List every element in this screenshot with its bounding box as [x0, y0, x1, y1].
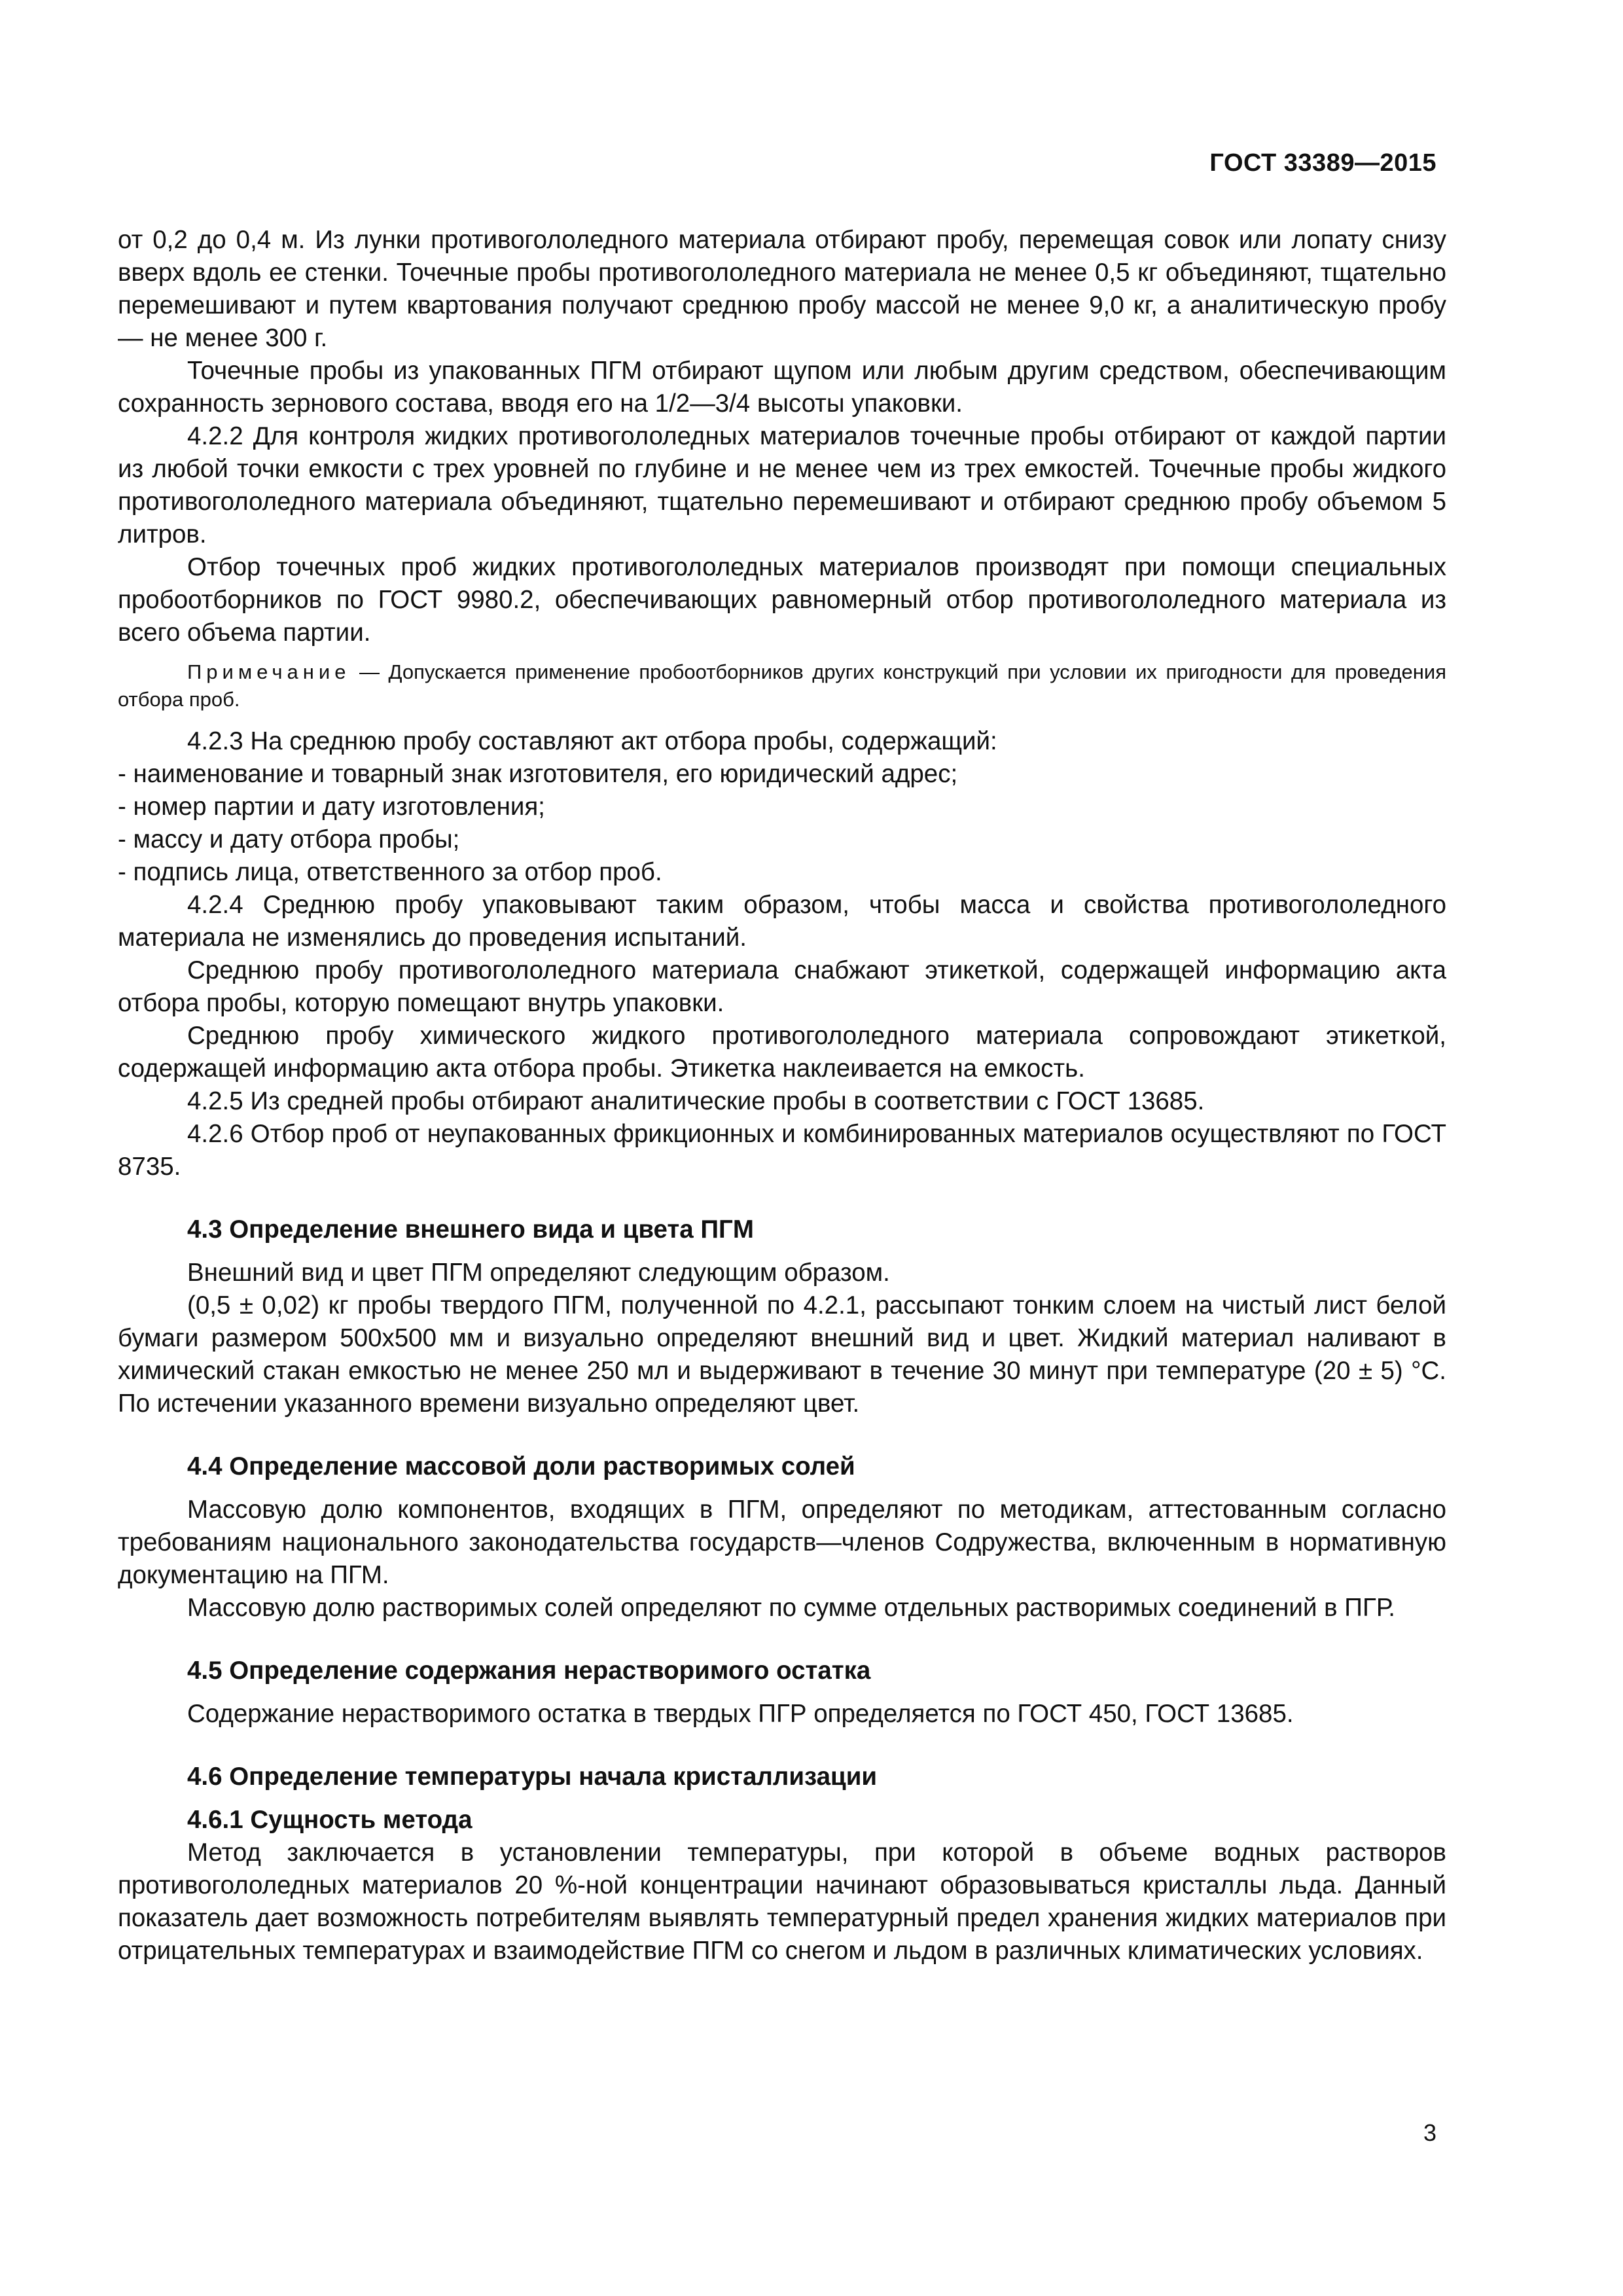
section-heading: 4.6 Определение температуры начала кристаллизации	[187, 1763, 878, 1791]
subsection-heading: 4.6.1 Сущность метода	[187, 1806, 473, 1834]
note	[118, 658, 1446, 713]
paragraph: Массовую долю растворимых солей определяют по сумме отдельных растворимых соединений в ПГР.	[187, 1594, 1395, 1622]
paragraph: 4.2.4 Среднюю пробу упаковывают таким образом, чтобы масса и свойства противогололедного материала не изменялись до проведения испытаний.	[118, 891, 1446, 952]
note-text: — Допускается применение пробоотборников других конструкций при условии их пригодности для проведения отбора проб.	[118, 660, 1446, 711]
paragraph: 4.2.2 Для контроля жидких противогололедных материалов точечные пробы отбирают от каждой партии из любой точки емкости с трех уровней по глубине и не менее чем из трех емкостей. Точечные пробы жидкого противогололедного материала объединяют, тщательно перемешивают и отбирают среднюю пробу объемом 5 литров.	[118, 422, 1446, 548]
paragraph: Метод заключается в установлении температуры, при которой в объеме водных растворов противогололедных материалов 20 %-ной концентрации начинают образовываться кристаллы льда. Данный показатель дает возможность потребителям выявлять температурный предел хранения жидких материалов при отрицательных температурах и взаимодействие ПГМ со снегом и льдом в различных климатических условиях.	[118, 1839, 1446, 1965]
paragraph: Среднюю пробу противогололедного материала снабжают этикеткой, содержащей информацию акта отбора пробы, которую помещают внутрь упаковки.	[118, 956, 1446, 1017]
paragraph: Массовую долю компонентов, входящих в ПГМ, определяют по методикам, аттестованным согласно требованиям национального законодательства государств—членов Содружества, включенным в нормативную документацию на ПГМ.	[118, 1496, 1446, 1589]
list-item: - номер партии и дату изготовления;	[118, 793, 545, 821]
paragraph: Отбор точечных проб жидких противогололедных материалов производят при помощи специальных пробоотборников по ГОСТ 9980.2, обеспечивающих равномерный отбор противогололедного материала из всего объема партии.	[118, 553, 1446, 647]
list-item: - подпись лица, ответственного за отбор проб.	[118, 858, 662, 886]
page-number: 3	[1423, 2119, 1436, 2146]
section-heading: 4.5 Определение содержания нерастворимого остатка	[187, 1657, 871, 1685]
paragraph: Точечные пробы из упакованных ПГМ отбирают щупом или любым другим средством, обеспечивающим сохранность зернового состава, вводя его на 1/2—3/4 высоты упаковки.	[118, 357, 1446, 418]
document-body	[118, 224, 1446, 1967]
list-item: - наименование и товарный знак изготовителя, его юридический адрес;	[118, 760, 958, 788]
paragraph: Внешний вид и цвет ПГМ определяют следующим образом.	[187, 1259, 890, 1287]
paragraph: Содержание нерастворимого остатка в твердых ПГР определяется по ГОСТ 450, ГОСТ 13685.	[187, 1700, 1294, 1728]
paragraph: 4.2.6 Отбор проб от неупакованных фрикционных и комбинированных материалов осуществляют по ГОСТ 8735.	[118, 1120, 1446, 1181]
paragraph: от 0,2 до 0,4 м. Из лунки противогололедного материала отбирают пробу, перемещая совок или лопату снизу вверх вдоль ее стенки. Точечные пробы противогололедного материала не менее 0,5 кг объединяют, тщательно перемешивают и путем квартования получают среднюю пробу массой не менее 9,0 кг, а аналитическую пробу — не менее 300 г.	[118, 226, 1446, 352]
paragraph: 4.2.3 На среднюю пробу составляют акт отбора пробы, содержащий:	[187, 727, 997, 755]
section-heading: 4.3 Определение внешнего вида и цвета ПГМ	[187, 1215, 754, 1244]
list-item: - массу и дату отбора пробы;	[118, 825, 460, 853]
paragraph: Среднюю пробу химического жидкого противогололедного материала сопровождают этикеткой, содержащей информацию акта отбора пробы. Этикетка наклеивается на емкость.	[118, 1022, 1446, 1083]
document-header: ГОСТ 33389—2015	[1209, 149, 1436, 177]
paragraph: (0,5 ± 0,02) кг пробы твердого ПГМ, полученной по 4.2.1, рассыпают тонким слоем на чистый лист белой бумаги размером 500x500 мм и визуально определяют внешний вид и цвет. Жидкий материал наливают в химический стакан емкостью не менее 250 мл и выдерживают в течение 30 минут при температуре (20 ± 5) °С. По истечении указанного времени визуально определяют цвет.	[118, 1291, 1446, 1418]
paragraph: 4.2.5 Из средней пробы отбирают аналитические пробы в соответствии с ГОСТ 13685.	[187, 1087, 1205, 1115]
section-heading: 4.4 Определение массовой доли растворимых солей	[187, 1452, 855, 1480]
note-label: Примечание	[187, 660, 351, 683]
